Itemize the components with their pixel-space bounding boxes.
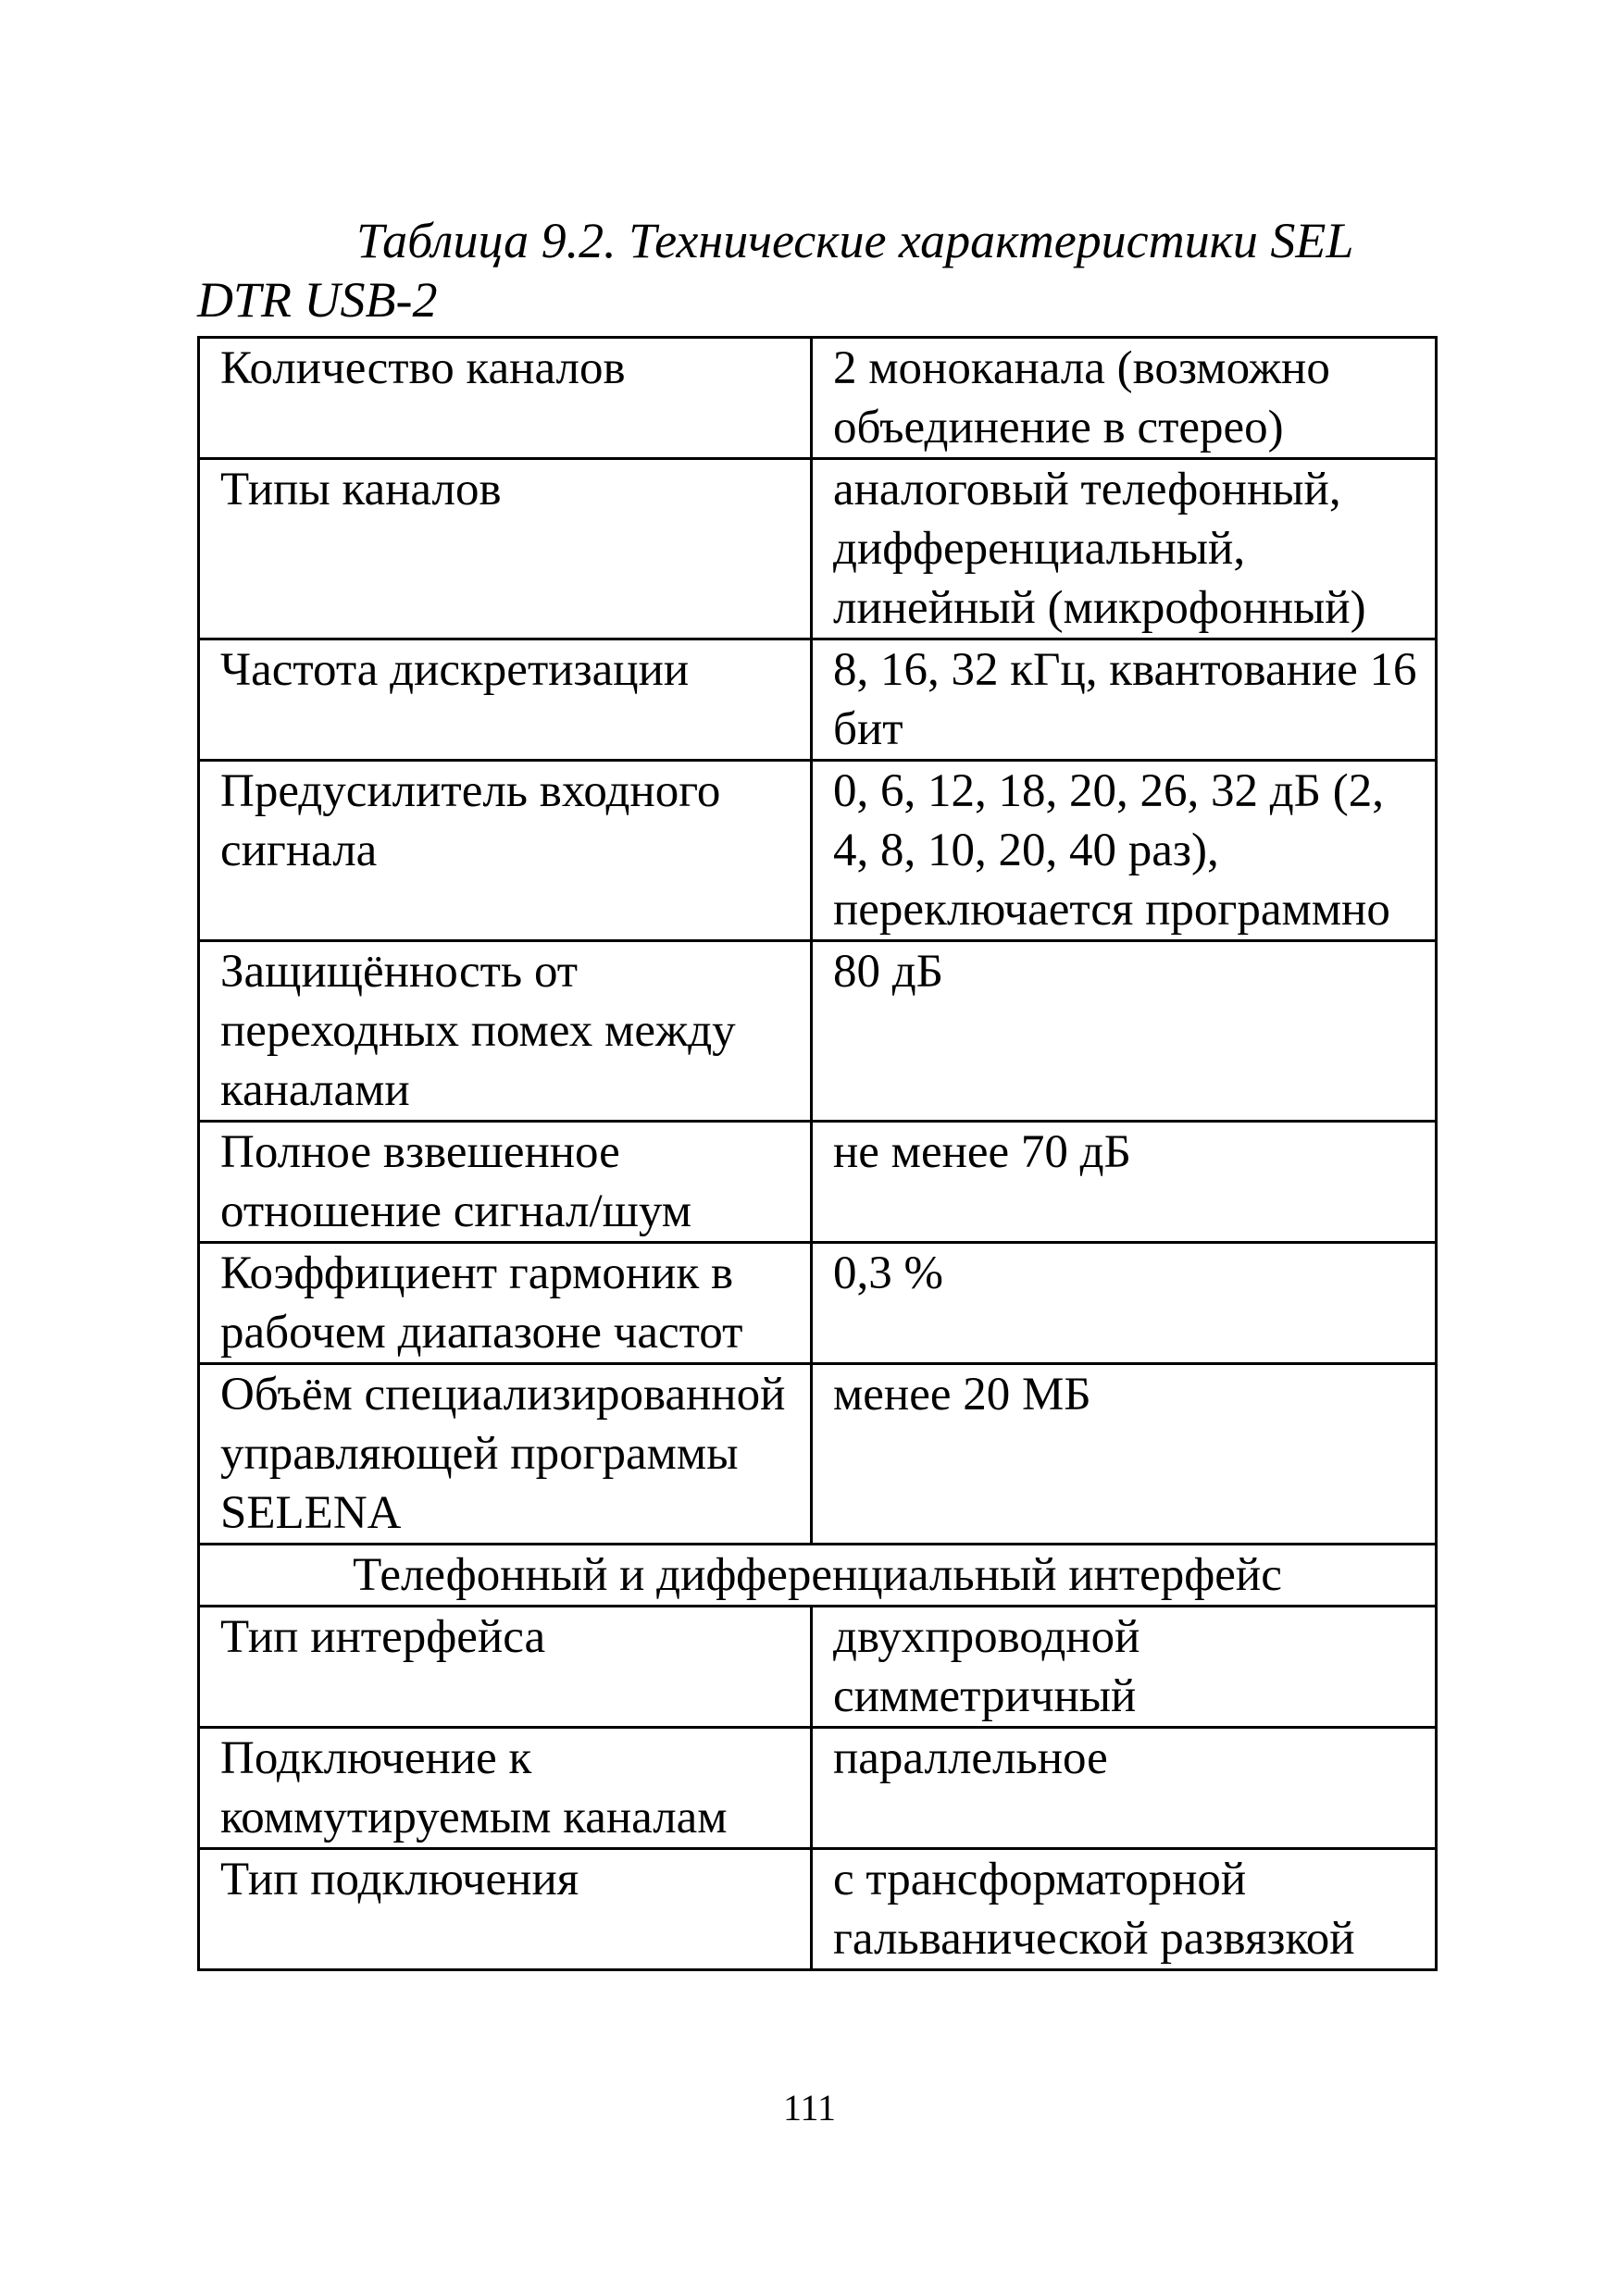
value-cell: 80 дБ (812, 941, 1437, 1122)
section-header: Телефонный и дифференциальный интерфейс (199, 1545, 1437, 1607)
table-row (199, 761, 1437, 941)
table-row (199, 1849, 1437, 1970)
table-row (199, 1607, 1437, 1728)
table-row (199, 1243, 1437, 1364)
table-row (199, 338, 1437, 459)
section-header-row (199, 1545, 1437, 1607)
parameter-cell: Тип интерфейса (199, 1607, 812, 1728)
value-cell: аналоговый телефонный, дифференциальный, линейный (микрофонный) (812, 459, 1437, 639)
parameter-cell: Полное взвешенное отношение сигнал/шум (199, 1122, 812, 1243)
table-row (199, 1122, 1437, 1243)
parameter-cell: Типы каналов (199, 459, 812, 639)
value-cell: 0, 6, 12, 18, 20, 26, 32 дБ (2, 4, 8, 10, 20, 40 раз), переключается программно (812, 761, 1437, 941)
table-row (199, 459, 1437, 639)
table-row (199, 639, 1437, 761)
value-cell: 8, 16, 32 кГц, квантование 16 бит (812, 639, 1437, 761)
value-cell: двухпроводной симметричный (812, 1607, 1437, 1728)
parameter-cell: Количество каналов (199, 338, 812, 459)
parameter-cell: Объём специализированной управляющей программы SELENA (199, 1364, 812, 1545)
value-cell: не менее 70 дБ (812, 1122, 1437, 1243)
parameter-cell: Предусилитель входного сигнала (199, 761, 812, 941)
parameter-cell: Частота дискретизации (199, 639, 812, 761)
parameter-cell: Коэффициент гармоник в рабочем диапазоне частот (199, 1243, 812, 1364)
page-number: 111 (782, 2087, 837, 2128)
value-cell: с трансформаторной гальванической развязкой (812, 1849, 1437, 1970)
value-cell: 2 моноканала (возможно объединение в стерео) (812, 338, 1437, 459)
table-row (199, 1364, 1437, 1545)
parameter-cell: Тип подключения (199, 1849, 812, 1970)
specifications-table (197, 336, 1438, 1971)
value-cell: менее 20 МБ (812, 1364, 1437, 1545)
table-row (199, 1728, 1437, 1849)
table-row (199, 941, 1437, 1122)
parameter-cell: Подключение к коммутируемым каналам (199, 1728, 812, 1849)
table-caption: Таблица 9.2. Технические характеристики SEL DTR USB-2 (197, 213, 1353, 328)
parameter-cell: Защищённость от переходных помех между каналами (199, 941, 812, 1122)
value-cell: 0,3 % (812, 1243, 1437, 1364)
value-cell: параллельное (812, 1728, 1437, 1849)
